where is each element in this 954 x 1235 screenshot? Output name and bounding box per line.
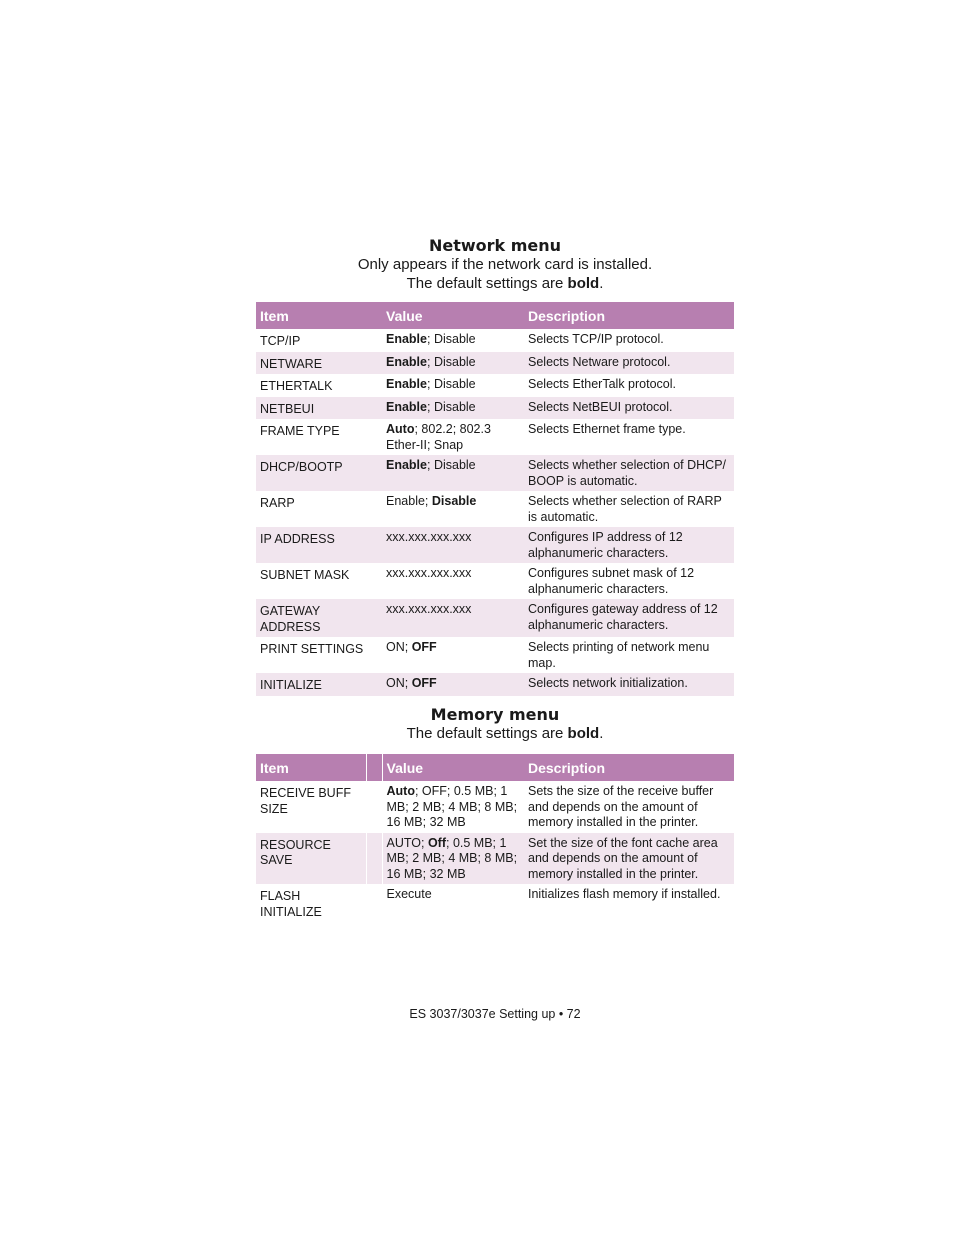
memory-table-body — [256, 781, 734, 922]
value-text: Execute — [386, 887, 432, 901]
item-cell: GATEWAY ADDRESS — [256, 599, 382, 637]
default-value: Enable — [386, 332, 427, 346]
item-cell: FRAME TYPE — [260, 424, 340, 438]
item-cell: RECEIVE BUFF SIZE — [260, 786, 351, 816]
value-cell — [382, 455, 524, 491]
value-cell — [382, 599, 524, 637]
item-cell: SUBNET MASK — [260, 568, 350, 582]
default-value: Enable — [386, 354, 427, 369]
table-row — [256, 527, 734, 563]
value-cell — [382, 563, 524, 599]
value-text: ON; — [386, 676, 412, 690]
default-value: Disable — [431, 494, 477, 508]
default-value: OFF — [411, 640, 437, 654]
description-cell: Sets the size of the receive buffer and depends on the amount of memory installed in the printer. — [528, 784, 714, 829]
table-row — [256, 491, 734, 527]
value-cell — [382, 527, 524, 563]
value-text: Enable; — [386, 494, 432, 508]
description-cell: Configures gateway address of 12 alphanumeric characters. — [524, 599, 734, 637]
description-cell: Configures subnet mask of 12 alphanumeric characters. — [528, 566, 695, 596]
item-cell: ETHERTALK — [260, 379, 333, 393]
value-text: xxx.xxx.xxx.xxx — [386, 602, 472, 616]
description-cell: Selects whether selection of DHCP/ BOOP is automatic. — [524, 455, 734, 491]
value-cell — [382, 491, 524, 527]
table-row — [256, 833, 734, 885]
value-text: ; OFF; 0.5 MB; 1 MB; 2 MB; 4 MB; 8 MB; 16 MB; 32 MB — [386, 784, 518, 829]
table-row — [256, 884, 734, 922]
column-header: Description — [524, 302, 734, 329]
memory-menu-title: Memory menu — [430, 705, 560, 724]
table-row — [256, 781, 734, 833]
item-cell: DHCP/BOOTP — [256, 455, 382, 491]
page-footer: ES 3037/3037e Setting up • 72 — [409, 1007, 581, 1021]
column-header: Value — [382, 302, 524, 329]
description-cell: Selects NetBEUI protocol. — [524, 397, 734, 420]
default-value: Auto — [386, 422, 415, 436]
separator-cell — [366, 833, 382, 885]
value-cell — [382, 419, 524, 455]
value-text: ; Disable — [427, 332, 476, 346]
column-header: Item — [256, 754, 366, 781]
value-cell — [382, 397, 524, 420]
table-row — [256, 637, 734, 673]
value-cell — [382, 781, 524, 833]
value-text: ON; — [386, 640, 412, 654]
network-defaults-note: The default settings are bold. — [406, 275, 604, 292]
value-text: ; Disable — [427, 377, 476, 391]
value-text: xxx.xxx.xxx.xxx — [386, 566, 472, 580]
table-row — [256, 374, 734, 397]
value-text: ; Disable — [427, 458, 476, 472]
default-value: Auto — [386, 784, 415, 798]
default-value: OFF — [411, 676, 437, 690]
network-menu-table — [256, 302, 734, 696]
description-cell: Configures IP address of 12 alphanumeric characters. — [524, 527, 734, 563]
description-cell: Set the size of the font cache area and depends on the amount of memory installed in the printer. — [524, 833, 734, 885]
item-cell: RARP — [260, 496, 295, 510]
description-cell: Selects printing of network menu map. — [528, 640, 710, 670]
network-note: Only appears if the network card is installed. — [357, 256, 653, 273]
item-cell: NETWARE — [256, 352, 382, 375]
item-cell: TCP/IP — [260, 334, 301, 348]
description-cell: Selects network initialization. — [524, 673, 734, 696]
default-value: Off — [427, 835, 447, 850]
network-menu-title: Network menu — [428, 236, 562, 255]
value-cell — [382, 637, 524, 673]
table-row — [256, 455, 734, 491]
description-cell: Selects Netware protocol. — [524, 352, 734, 375]
table-row — [256, 419, 734, 455]
item-cell: INITIALIZE — [256, 673, 382, 696]
table-row — [256, 397, 734, 420]
table-row — [256, 599, 734, 637]
description-cell: Initializes flash memory if installed. — [528, 887, 721, 901]
default-value: Enable — [386, 458, 427, 472]
column-header: Description — [524, 754, 734, 781]
column-header: Item — [256, 302, 382, 329]
value-cell — [382, 352, 524, 375]
value-cell — [382, 329, 524, 352]
value-text: ; Disable — [427, 354, 476, 369]
default-value: Enable — [386, 377, 427, 391]
value-text: ; 0.5 MB; 1 MB; 2 MB; 4 MB; 8 MB; 16 MB; 32 MB — [386, 835, 518, 881]
description-cell: Selects whether selection of RARP is automatic. — [528, 494, 722, 524]
value-cell — [382, 673, 524, 696]
table-row — [256, 673, 734, 696]
value-text: ; 802.2; 802.3 Ether-II; Snap — [386, 422, 491, 452]
value-cell — [382, 884, 524, 922]
description-cell: Selects TCP/IP protocol. — [528, 332, 664, 346]
value-text: AUTO; — [386, 835, 428, 850]
table-row — [256, 329, 734, 352]
table-row — [256, 563, 734, 599]
column-separator — [366, 754, 382, 781]
default-value: Enable — [386, 399, 427, 414]
item-cell: PRINT SETTINGS — [260, 642, 364, 656]
separator-cell — [366, 884, 382, 922]
item-cell: FLASH INITIALIZE — [260, 889, 322, 919]
item-cell: RESOURCE SAVE — [256, 833, 366, 885]
memory-menu-table — [256, 754, 735, 922]
value-cell — [382, 374, 524, 397]
table-row — [256, 352, 734, 375]
value-cell — [382, 833, 524, 885]
column-header: Value — [382, 754, 524, 781]
separator-cell — [366, 781, 382, 833]
value-text: ; Disable — [427, 399, 476, 414]
description-cell: Selects EtherTalk protocol. — [528, 377, 676, 391]
value-text: xxx.xxx.xxx.xxx — [386, 530, 472, 544]
item-cell: NETBEUI — [256, 397, 382, 420]
memory-defaults-note: The default settings are bold. — [406, 725, 604, 742]
table-header-row — [256, 302, 734, 329]
description-cell: Selects Ethernet frame type. — [528, 422, 686, 436]
table-header-row — [256, 754, 734, 781]
network-table-body — [256, 329, 734, 696]
item-cell: IP ADDRESS — [256, 527, 382, 563]
